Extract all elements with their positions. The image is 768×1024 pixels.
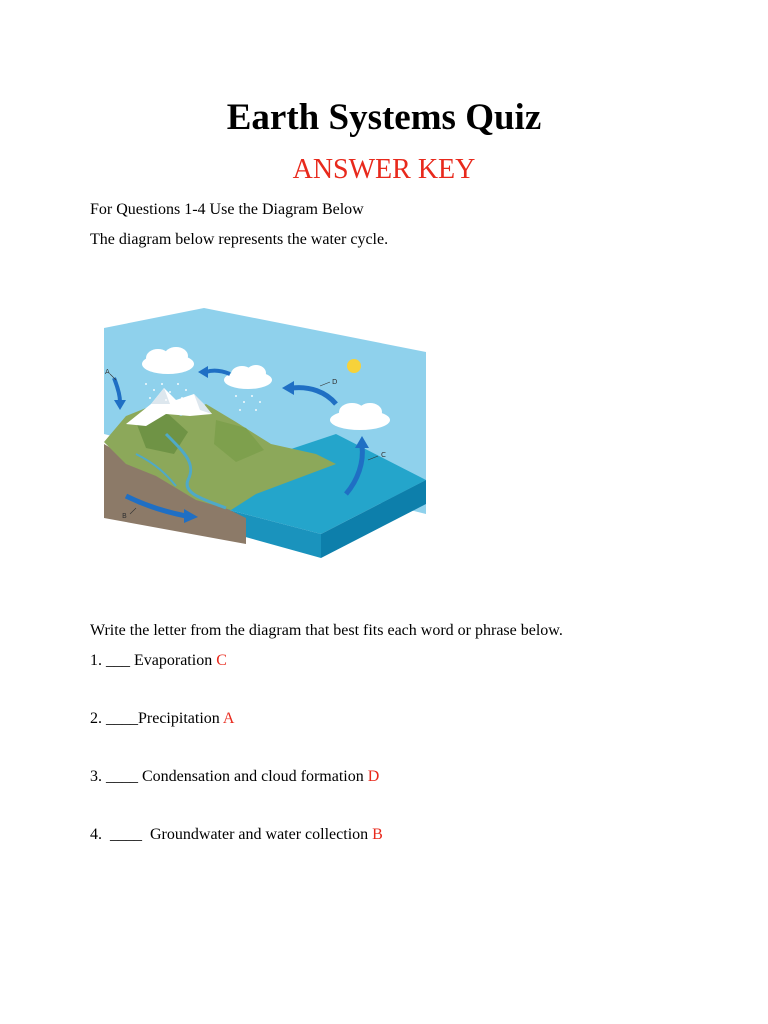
question-4-answer: B	[372, 826, 383, 843]
answer-key-subtitle: ANSWER KEY	[292, 154, 476, 185]
page-title: Earth Systems Quiz	[226, 97, 542, 138]
water-cycle-diagram	[96, 304, 432, 562]
question-1	[90, 650, 227, 672]
question-1-prompt: 1. ___ Evaporation	[90, 652, 217, 669]
diagram-label-a: A	[105, 368, 110, 376]
question-2-prompt: 2. ____Precipitation	[90, 710, 223, 727]
question-1-answer: C	[216, 652, 227, 669]
intro-line-2: The diagram below represents the water cycle.	[90, 231, 389, 248]
question-4	[90, 824, 383, 846]
diagram-label-c: C	[381, 451, 386, 459]
diagram-label-d: D	[332, 378, 338, 386]
question-4-prompt: 4. ____ Groundwater and water collection	[90, 826, 373, 843]
question-3-prompt: 3. ____ Condensation and cloud formation	[90, 768, 368, 785]
question-3-answer: D	[367, 768, 380, 785]
diagram-label-b: B	[122, 512, 127, 520]
question-2-answer: A	[222, 710, 235, 727]
question-3	[90, 766, 379, 788]
intro-line-1: For Questions 1-4 Use the Diagram Below	[90, 201, 364, 218]
question-2	[90, 708, 234, 730]
question-instruction: Write the letter from the diagram that best fits each word or phrase below.	[90, 622, 563, 639]
sun	[347, 359, 361, 373]
